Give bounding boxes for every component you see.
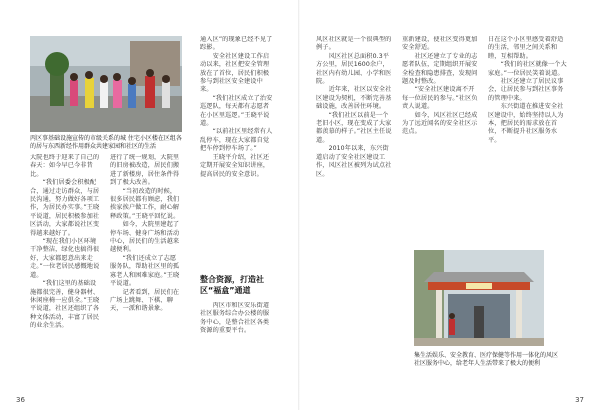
right-column-1: 风区社区就是一个很典型的例子。 风区社区总面积0.3平方公里，居民1600余户，社区内有幼儿园、小学和医院。 近年来，社区以安全社区建设为契机，不断完善基础设施，改善居住环境。 “我们社区以前是一个老旧小区，现在变成了大家都羡慕的样子。”社区主任说道。 2010年以来，东兴街道启动了安全社区建设工作，风区社区被列为试点社区。	[316, 36, 392, 178]
page-number-left: 36	[16, 396, 25, 404]
left-photo-caption: 丙区事基础设施宣传的市级关系的城 住宅小区楼在区组各的居与东西新经作用群众共建家园和社区的生活	[30, 135, 182, 150]
right-column-2: 重新建设，使社区变得更加安全舒适。 社区还建立了专业的志愿者队伍，定期组织开展安全检查和隐患排查，发现问题及时整改。 “安全社区建设离不开每一位居民的参与。”社区负责人说道。 如今，风区社区已经成为了远近闻名的安全社区示范点。	[402, 36, 478, 136]
page-number-right: 37	[575, 396, 584, 404]
street-photo	[30, 36, 182, 132]
section-heading: 整合资源，打造社区“福盒”通道	[200, 275, 264, 295]
right-photo-caption: 集生活娱乐、安全教育、医疗保健等作用一体化的风区社区服务中心，给老年人生活带来了极大的便利	[414, 352, 559, 367]
left-column-3-continued: 丙区市和区安乐街道社区服务综合办公楼的服务中心，是整合社区各类资源的重要平台。	[200, 302, 270, 335]
left-column-1: 大院也终于迎来了自己的春天：如今早已今非昔比。 “我们居委会积极配合，通过走访群众，与居民沟通，努力做好各项工作，为居民办实事。”王晓平说道，居民积极参加社区活动，大家都说社区变得越来越好了。 “现在我们小区环境干净整洁，绿化也搞得很好，大家都愿意出来走走。”一位老居民感慨地说道。 “我们这里的基础设施都很完善，健身器材、休闲座椅一应俱全。”王晓平说道，社区还组织了各种文体活动，丰富了居民的业余生活。	[30, 154, 100, 330]
right-column-3: 日在这个小区里感受着舒适的生活，邻里之间关系和睦，互相帮助。 “我们的社区就像一个大家庭。”一位居民笑着说道。 社区还建立了居民议事会，让居民参与到社区事务的管理中来。 东兴街道在推进安全社区建设中，始终坚持以人为本，把居民的需求放在首位，不断提升社区服务水平。	[488, 36, 567, 144]
left-column-3: 通入区”的现象已经不见了踪影。 安全社区建设工作启动以来，社区把安全管理放在了首位，居民们积极参与到社区安全建设中来。 “我们社区成立了治安巡逻队，每天都有志愿者在小区里巡逻。”王晓平说道。 “以前社区里经常有人乱停车，现在大家都自觉把车停到停车场了。” 王晓平介绍，社区还定期开展安全知识讲座，提高居民的安全意识。	[200, 36, 273, 178]
community-center-photo	[414, 250, 544, 346]
right-page	[300, 0, 600, 410]
left-column-2: 进行了统一规划，大院里的旧房被改造，居民们搬进了新楼房，居住条件得到了极大改善。 “当初改造的时候，很多居民都有顾虑，我们挨家挨户做工作，耐心解释政策。”王晓平回忆说。 如今，大院里建起了停车场、健身广场和活动中心，居民们的生活越来越便利。 “我们还成立了志愿服务队，帮助社区里的孤寡老人和困难家庭。”王晓平说道。 记者看到，居民们在广场上跳舞、下棋、聊天，一派和谐景象。	[110, 154, 180, 313]
